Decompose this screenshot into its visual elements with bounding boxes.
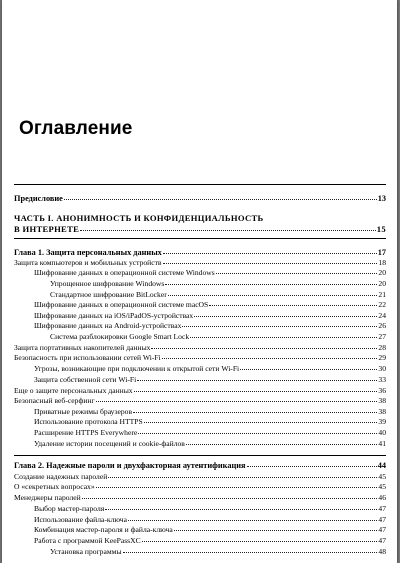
leader-dots xyxy=(64,199,377,200)
toc-entry[interactable] xyxy=(14,279,386,288)
toc-entry-page: 45 xyxy=(378,482,386,491)
toc-entry-label: Еще о защите персональных данных xyxy=(14,386,133,395)
leader-dots xyxy=(138,433,377,434)
toc-entry-label: Приватные режимы браузеров xyxy=(34,407,133,416)
toc-entry-label: О «секретных вопросах» xyxy=(14,482,95,491)
toc-entry-page: 27 xyxy=(378,332,386,341)
toc-entry[interactable] xyxy=(14,536,386,545)
leader-dots xyxy=(163,263,377,264)
leader-dots xyxy=(186,444,377,445)
leader-dots xyxy=(96,487,377,488)
toc-entry-label: Менеджеры паролей xyxy=(14,493,81,502)
toc-entry-label: Работа с программой KeePassXC xyxy=(34,536,141,545)
leader-dots xyxy=(162,358,377,359)
toc-entry-label: Использование протокола HTTPS xyxy=(34,417,143,426)
toc-entry-page: 47 xyxy=(378,525,386,534)
leader-dots xyxy=(165,284,377,285)
toc-entry-label: Угрозы, возникающие при подключении к открытой сети Wi-Fi xyxy=(34,364,240,373)
toc-entry[interactable] xyxy=(14,332,386,341)
toc-entry-page: 18 xyxy=(378,258,386,267)
toc-entry[interactable] xyxy=(14,504,386,513)
toc-entry-page: 30 xyxy=(378,364,386,373)
toc-entry-page: 33 xyxy=(378,375,386,384)
toc-entry[interactable] xyxy=(14,482,386,491)
toc-entry-page: 15 xyxy=(376,224,386,234)
toc-entry[interactable] xyxy=(14,417,386,426)
toc-entry[interactable] xyxy=(14,547,386,556)
leader-dots xyxy=(247,466,377,467)
leader-dots xyxy=(151,348,377,349)
leader-dots xyxy=(209,305,377,306)
toc-entry-label: Предисловие xyxy=(14,194,63,203)
toc-entry-label: Шифрование данных на iOS/iPadOS-устройствах xyxy=(34,311,194,320)
toc-entry[interactable] xyxy=(14,525,386,534)
toc-entry-page: 20 xyxy=(378,279,386,288)
toc-entry-page: 47 xyxy=(378,536,386,545)
leader-dots xyxy=(123,552,377,553)
toc-entry-page: 45 xyxy=(378,472,386,481)
toc-entry-page: 36 xyxy=(378,386,386,395)
leader-dots xyxy=(80,230,376,231)
toc-entry[interactable] xyxy=(14,386,386,395)
leader-dots xyxy=(133,412,377,413)
toc-entry-label: Использование файла-ключа xyxy=(34,515,127,524)
toc-entry-page: 20 xyxy=(378,268,386,277)
toc-entry-label: Выбор мастер-пароля xyxy=(34,504,105,513)
toc-entry-label: Глава 1. Защита персональных данных xyxy=(14,248,162,257)
toc-entry-label: Комбинация мастер-пароля и файла-ключа xyxy=(34,525,173,534)
toc-entry-label: Упрощенное шифрование Windows xyxy=(50,279,165,288)
toc-entry-label: Шифрование данных в операционной системе macOS xyxy=(34,300,209,309)
toc-entry[interactable] xyxy=(14,290,386,299)
leader-dots xyxy=(108,477,377,478)
document-page xyxy=(2,0,397,563)
chapter-rule xyxy=(14,455,386,456)
leader-dots xyxy=(240,369,377,370)
toc-entry[interactable] xyxy=(14,321,386,330)
leader-dots xyxy=(168,295,377,296)
leader-dots xyxy=(134,391,377,392)
toc-entry[interactable] xyxy=(14,248,386,257)
leader-dots xyxy=(82,498,377,499)
toc-entry-preface[interactable] xyxy=(14,194,386,203)
toc-entry[interactable] xyxy=(14,472,386,481)
toc-entry-page: 48 xyxy=(378,547,386,556)
leader-dots xyxy=(194,316,377,317)
toc-entry-page: 39 xyxy=(378,417,386,426)
toc-entry[interactable] xyxy=(14,439,386,448)
toc-entry-page: 40 xyxy=(378,428,386,437)
leader-dots xyxy=(105,509,377,510)
toc-entry-label: Стандартное шифрование BitLocker xyxy=(50,290,167,299)
toc-entry-page: 38 xyxy=(378,396,386,405)
toc-entry-label: Установка программы xyxy=(50,547,122,556)
toc-entry[interactable] xyxy=(14,461,386,470)
toc-entry-page: 44 xyxy=(377,461,386,470)
toc-entry-label: Защита компьютеров и мобильных устройств xyxy=(14,258,162,267)
leader-dots xyxy=(144,422,377,423)
toc-entry-label: Расширение HTTPS Everywhere xyxy=(34,428,138,437)
part-title-line2: В ИНТЕРНЕТЕ xyxy=(14,224,80,234)
toc-entry-page: 47 xyxy=(378,504,386,513)
toc-entry-page: 17 xyxy=(377,248,386,257)
page-title: Оглавление xyxy=(19,118,133,139)
toc-entry-label: Глава 2. Надежные пароли и двухфакторная аутентификация xyxy=(14,461,246,470)
leader-dots xyxy=(190,337,377,338)
part-title-line1: ЧАСТЬ I. АНОНИМНОСТЬ И КОНФИДЕНЦИАЛЬНОСТЬ xyxy=(14,213,264,223)
toc-entry-label: Шифрование данных на Android-устройствах xyxy=(34,321,182,330)
toc-entry[interactable] xyxy=(14,268,386,277)
toc-entry-label: Шифрование данных в операционной системе Windows xyxy=(34,268,215,277)
toc-entry[interactable] xyxy=(14,364,386,373)
toc-entry[interactable] xyxy=(14,493,386,502)
toc-entry-page: 47 xyxy=(378,515,386,524)
toc-entry-label: Защита портативных накопителей данных xyxy=(14,343,151,352)
toc-entry[interactable] xyxy=(14,428,386,437)
toc-entry-label: Удаление истории посещений и cookie-файлов xyxy=(34,439,185,448)
toc-entry-label: Защита собственной сети Wi-Fi xyxy=(34,375,137,384)
leader-dots xyxy=(216,273,377,274)
toc-entry[interactable] xyxy=(14,515,386,524)
toc-entry-page: 21 xyxy=(378,290,386,299)
toc-entry[interactable] xyxy=(14,396,386,405)
toc-part-1[interactable] xyxy=(14,213,386,235)
toc-entry-page: 22 xyxy=(378,300,386,309)
leader-dots xyxy=(182,326,377,327)
toc-entry-label: Создание надежных паролей xyxy=(14,472,108,481)
toc-entry[interactable] xyxy=(14,258,386,267)
toc-entry[interactable] xyxy=(14,353,386,362)
toc-entry-label: Система разблокировки Google Smart Lock xyxy=(50,332,190,341)
toc-entry-page: 13 xyxy=(377,194,386,203)
toc-entry[interactable] xyxy=(14,375,386,384)
toc-entry-page: 28 xyxy=(378,343,386,352)
toc-entry-label: Безопасный веб-серфинг xyxy=(14,396,95,405)
toc-entry[interactable] xyxy=(14,311,386,320)
toc-entry-label: Безопасность при использовании сетей Wi-Fi xyxy=(14,353,161,362)
toc-entry-page: 26 xyxy=(378,321,386,330)
toc-entry[interactable] xyxy=(14,300,386,309)
table-of-contents xyxy=(14,0,386,563)
toc-entry-page: 24 xyxy=(378,311,386,320)
leader-dots xyxy=(128,520,377,521)
toc-entry-page: 46 xyxy=(378,493,386,502)
toc-entry-page: 29 xyxy=(378,353,386,362)
toc-entry-page: 41 xyxy=(378,439,386,448)
leader-dots xyxy=(137,380,377,381)
toc-entry[interactable] xyxy=(14,407,386,416)
leader-dots xyxy=(163,253,377,254)
toc-entry-page: 38 xyxy=(378,407,386,416)
leader-dots xyxy=(174,530,377,531)
part-rule xyxy=(14,238,386,239)
leader-dots xyxy=(96,401,377,402)
toc-entry[interactable] xyxy=(14,343,386,352)
leader-dots xyxy=(142,541,377,542)
